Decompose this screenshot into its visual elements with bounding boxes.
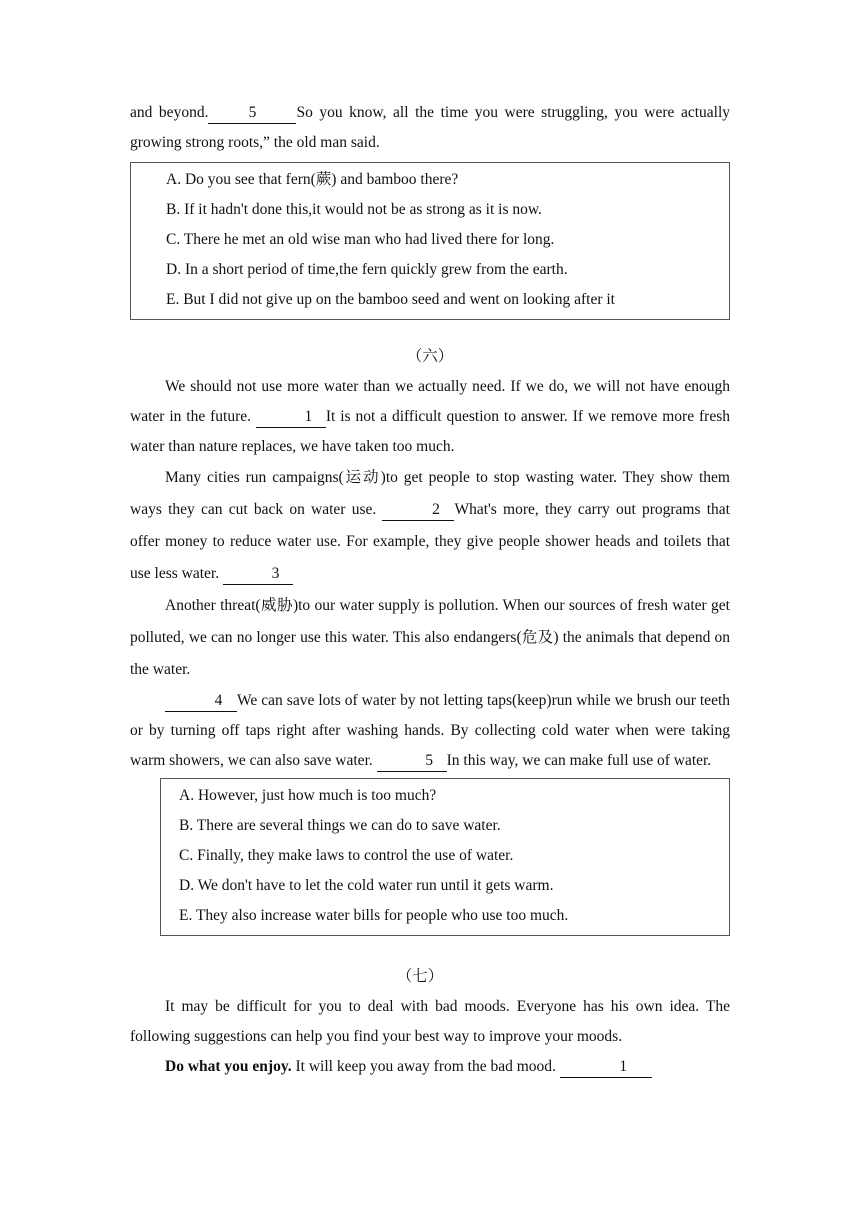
option-c: C. Finally, they make laws to control the use of water. [179,847,514,864]
option-e: E. They also increase water bills for people who use too much. [179,907,569,924]
section5-tail-paragraph [130,98,730,158]
text-run: We should not use more water than we actually need. If we do, we will not have enough water in the future. [130,378,730,425]
option-a: A. Do you see that fern(蕨) and bamboo there? [166,171,459,188]
option-b: B. If it hadn't done this,it would not be as strong as it is now. [166,201,542,218]
option-e: E. But I did not give up on the bamboo seed and went on looking after it [166,291,615,308]
options-box-section5 [130,162,730,320]
option-b: B. There are several things we can do to save water. [179,817,501,834]
answer-blank-2: 2 [382,500,454,521]
text-run: It will keep you away from the bad mood. [295,1058,556,1075]
option-a: A. However, just how much is too much? [179,787,437,804]
text-run: So you know, all the time you were struggling, you were actually growing strong roots,” the old man said. [130,104,731,151]
section6-paragraph-1 [130,372,730,462]
section7-paragraph-1: It may be difficult for you to deal with bad moods. Everyone has his own idea. The following suggestions can help you find your best way to improve your moods. [130,998,730,1045]
answer-blank-4: 4 [165,691,237,712]
text-run: What's more, they carry out programs that offer money to reduce water use. For example, they give people shower heads and toilets that use less water. [130,501,730,582]
text-run: We can save lots of water by not letting taps(keep)run while we brush our teeth or by turning off taps right after washing hands. By collecting cold water when were taking warm showers, we can also save water. [130,692,730,769]
document-page [130,98,730,1082]
answer-blank-1: 1 [256,407,326,428]
answer-blank-3: 3 [223,564,293,585]
section6-heading: （六） [406,348,454,365]
text-run: Many cities run campaigns(运动)to get people to stop wasting water. They show them ways they can cut back on water use. [130,469,730,518]
bold-lead: Do what you enjoy. [165,1058,292,1075]
option-c: C. There he met an old wise man who had lived there for long. [166,231,555,248]
section7-paragraph-2 [130,1052,730,1082]
text-run: It is not a difficult question to answer. If we remove more fresh water than nature replaces, we have taken too much. [130,408,730,455]
answer-blank-5: 5 [208,103,296,124]
section6-paragraph-3: Another threat(威胁)to our water supply is pollution. When our sources of fresh water get polluted, we can no longer use this water. This also endangers(危及) the animals that depend on the water. [130,597,730,678]
option-d: D. We don't have to let the cold water run until it gets warm. [179,877,554,894]
section6-paragraph-4 [130,686,730,776]
section7-heading: （七） [396,968,444,985]
text-run: In this way, we can make full use of water. [446,752,712,769]
section6-paragraph-2 [130,462,730,590]
answer-blank-5b: 5 [377,751,447,772]
option-d: D. In a short period of time,the fern quickly grew from the earth. [166,261,568,278]
text-run: and beyond. [130,104,209,121]
answer-blank-7-1: 1 [560,1057,652,1078]
options-box-section6 [160,778,730,936]
